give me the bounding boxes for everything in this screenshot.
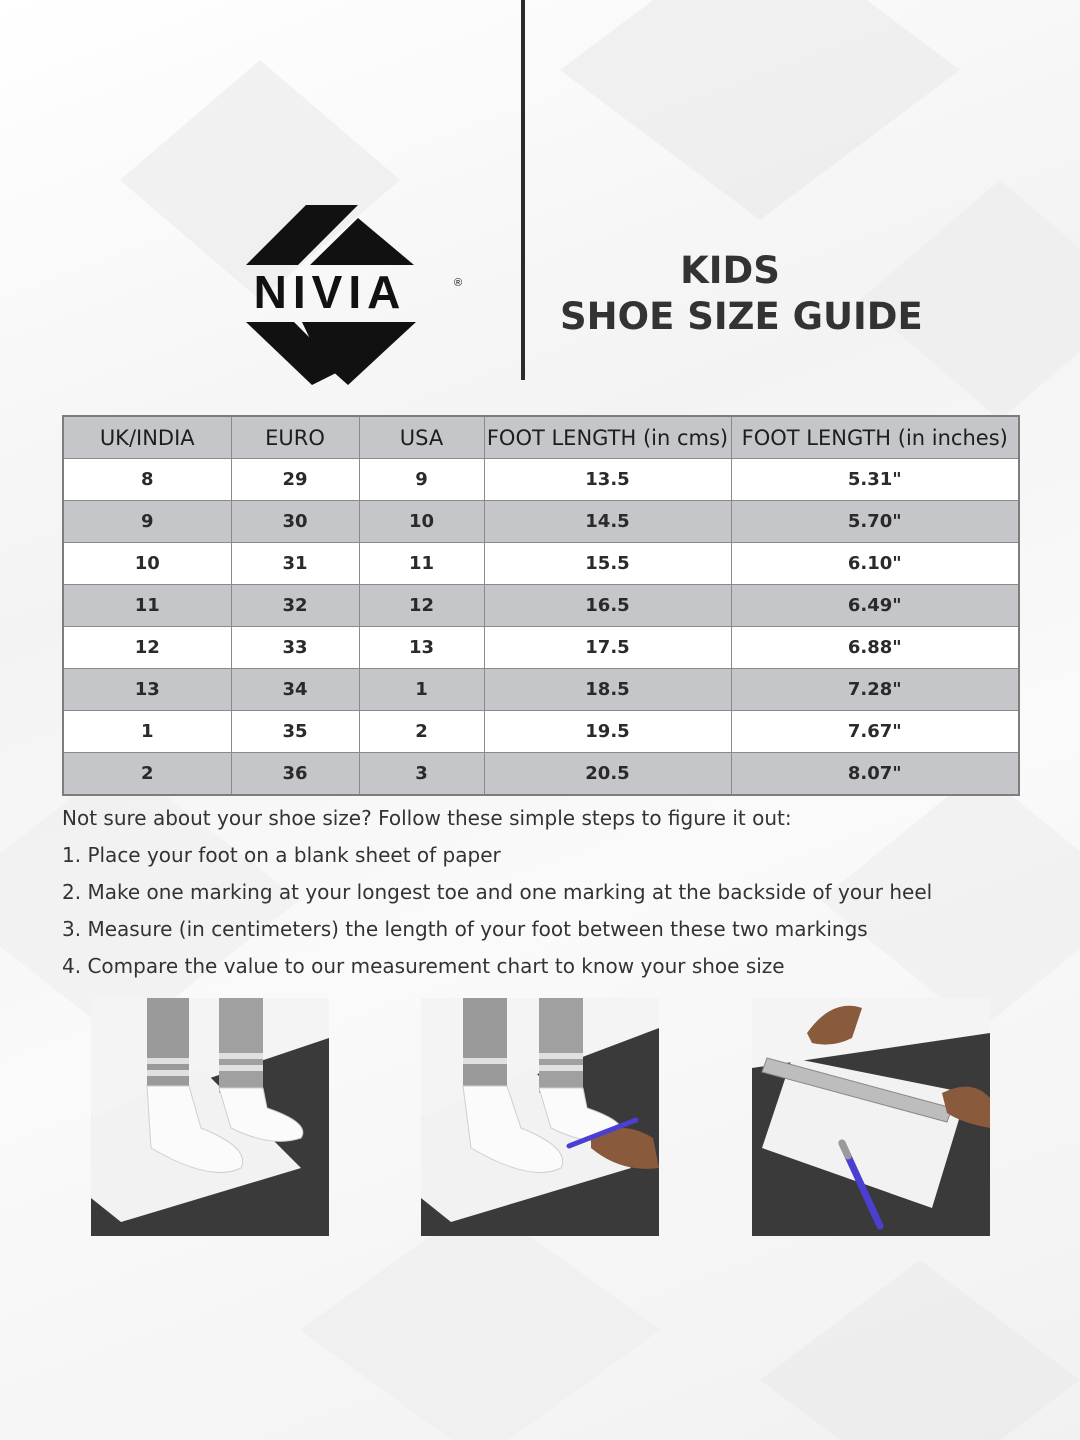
cell-euro: 36 (231, 753, 359, 796)
photo-marking-foot (421, 998, 659, 1236)
instruction-step: 3. Measure (in centimeters) the length of your foot between these two markings (62, 917, 868, 941)
header-usa: USA (359, 416, 484, 459)
cell-cms: 18.5 (484, 669, 731, 711)
cell-uk: 2 (63, 753, 231, 796)
cell-uk: 11 (63, 585, 231, 627)
table-row (63, 543, 1019, 585)
cell-usa: 2 (359, 711, 484, 753)
instructions-intro: Not sure about your shoe size? Follow these simple steps to figure it out: (62, 806, 792, 830)
cell-cms: 20.5 (484, 753, 731, 796)
title-line-1: KIDS (680, 249, 780, 292)
cell-uk: 8 (63, 459, 231, 501)
cell-uk: 9 (63, 501, 231, 543)
cell-cms: 14.5 (484, 501, 731, 543)
cell-euro: 29 (231, 459, 359, 501)
table-header-row (63, 416, 1019, 459)
cell-usa: 9 (359, 459, 484, 501)
cell-inches: 8.07" (731, 753, 1019, 796)
cell-cms: 16.5 (484, 585, 731, 627)
title-line-2: SHOE SIZE GUIDE (560, 295, 923, 338)
cell-inches: 5.70" (731, 501, 1019, 543)
cell-euro: 30 (231, 501, 359, 543)
photo-foot-on-paper (91, 998, 329, 1236)
size-chart-table (62, 415, 1020, 796)
cell-cms: 15.5 (484, 543, 731, 585)
table-row (63, 711, 1019, 753)
header-foot-length-inches: FOOT LENGTH (in inches) (731, 416, 1019, 459)
cell-inches: 5.31" (731, 459, 1019, 501)
cell-usa: 3 (359, 753, 484, 796)
cell-inches: 6.88" (731, 627, 1019, 669)
cell-usa: 1 (359, 669, 484, 711)
page-title (560, 248, 923, 340)
header-uk-india: UK/INDIA (63, 416, 231, 459)
header (0, 0, 1080, 400)
table-row (63, 669, 1019, 711)
cell-uk: 10 (63, 543, 231, 585)
cell-uk: 13 (63, 669, 231, 711)
registered-mark: ® (453, 277, 463, 289)
cell-usa: 13 (359, 627, 484, 669)
cell-inches: 7.67" (731, 711, 1019, 753)
cell-usa: 12 (359, 585, 484, 627)
cell-inches: 6.49" (731, 585, 1019, 627)
cell-inches: 7.28" (731, 669, 1019, 711)
cell-euro: 35 (231, 711, 359, 753)
header-foot-length-cms: FOOT LENGTH (in cms) (484, 416, 731, 459)
instruction-step: 2. Make one marking at your longest toe and one marking at the backside of your heel (62, 880, 933, 904)
cell-euro: 33 (231, 627, 359, 669)
nivia-logo (190, 200, 470, 385)
measurement-instructions (62, 800, 1022, 985)
cell-euro: 31 (231, 543, 359, 585)
table-row (63, 627, 1019, 669)
cell-euro: 32 (231, 585, 359, 627)
cell-euro: 34 (231, 669, 359, 711)
cell-uk: 12 (63, 627, 231, 669)
table-row (63, 501, 1019, 543)
header-divider (521, 0, 525, 380)
cell-usa: 10 (359, 501, 484, 543)
table-row (63, 753, 1019, 796)
cell-usa: 11 (359, 543, 484, 585)
cell-cms: 17.5 (484, 627, 731, 669)
instruction-step: 1. Place your foot on a blank sheet of paper (62, 843, 501, 867)
table-row (63, 585, 1019, 627)
cell-inches: 6.10" (731, 543, 1019, 585)
photo-measuring-ruler (752, 998, 990, 1236)
cell-uk: 1 (63, 711, 231, 753)
table-row (63, 459, 1019, 501)
logo-wordmark: NIVIA (253, 266, 407, 318)
header-euro: EURO (231, 416, 359, 459)
instruction-step: 4. Compare the value to our measurement chart to know your shoe size (62, 954, 785, 978)
cell-cms: 19.5 (484, 711, 731, 753)
cell-cms: 13.5 (484, 459, 731, 501)
